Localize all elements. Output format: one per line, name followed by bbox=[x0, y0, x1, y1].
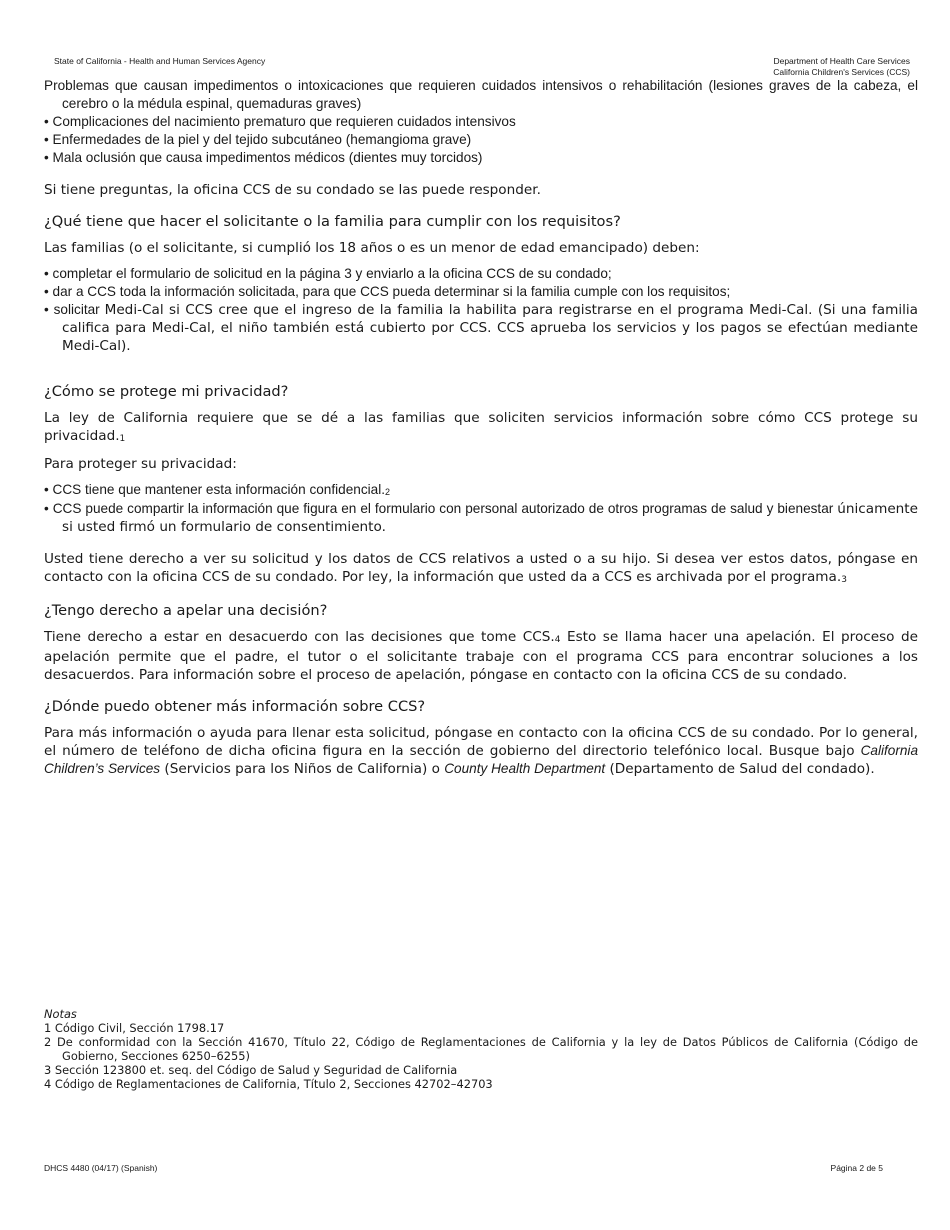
list-item: • Mala oclusión que causa impedimentos médicos (dientes muy torcidos) bbox=[44, 150, 483, 165]
bullet-text: Medi-Cal si CCS cree que el ingreso de la familia la habilita para registrarse en el programa Medi-Cal. (Si una familia califica para Medi-Cal, el niño también está cubierto por CCS. CCS aprueba los servicios y los pagos se efectúan mediante Medi-Cal). bbox=[62, 302, 918, 354]
footnote-ref: 3 bbox=[841, 575, 847, 585]
department-header bbox=[773, 56, 910, 78]
more-info-heading: ¿Dónde puedo obtener más información sobre CCS? bbox=[44, 698, 426, 715]
appeal-text-b: Esto se llama hacer una apelación. El proceso de apelación permite que el padre, el tutor o el solicitante trabaje con el programa CCS para encontrar soluciones a los desacuerdos. Para información sobre el proceso de apelación, póngase en contacto con la oficina CCS de su condado. bbox=[44, 629, 918, 683]
privacy-bullet bbox=[44, 481, 918, 500]
form-id: DHCS 4480 (04/17) (Spanish) bbox=[44, 1163, 158, 1173]
department-name: Department of Health Care Services bbox=[773, 56, 910, 66]
more-info-text-b: (Servicios para los Niños de California) o bbox=[160, 761, 445, 777]
footnote-ref: 4 bbox=[554, 635, 561, 645]
requirements-bullet: • dar a CCS toda la información solicitada, para que CCS pueda determinar si la familia cumple con los requisitos; bbox=[44, 284, 731, 299]
appeal-text-a: Tiene derecho a estar en desacuerdo con las decisiones que tome CCS. bbox=[44, 629, 555, 645]
privacy-bullet-text-end: únicamente si usted firmó un formulario de consentimiento. bbox=[62, 501, 918, 535]
main-content bbox=[44, 77, 918, 778]
privacy-heading: ¿Cómo se protege mi privacidad? bbox=[44, 383, 289, 400]
privacy-bullet bbox=[44, 500, 918, 536]
privacy-rights-text: Usted tiene derecho a ver su solicitud y los datos de CCS relativos a usted o a su hijo. Si desea ver estos datos, póngase en contacto con la oficina CCS de su condado. Por ley, la información que usted da a CCS es archivada por el programa. bbox=[44, 551, 918, 585]
page-number: Página 2 de 5 bbox=[830, 1163, 883, 1173]
notes-title: Notas bbox=[44, 1007, 77, 1021]
footnote-ref: 1 bbox=[119, 434, 126, 444]
requirements-bullet: • completar el formulario de solicitud en la página 3 y enviarlo a la oficina CCS de su condado; bbox=[44, 266, 612, 281]
requirements-bullet bbox=[44, 301, 918, 355]
questions-text: Si tiene preguntas, la oficina CCS de su condado se las puede responder. bbox=[44, 182, 541, 198]
more-info-text-a: Para más información o ayuda para llenar esta solicitud, póngase en contacto con la oficina CCS de su condado. Por lo general, el número de teléfono de dicha oficina figura en la sección de gobierno del directorio telefónico local. Busque bajo bbox=[44, 725, 918, 759]
agency-header: State of California - Health and Human Services Agency bbox=[54, 56, 266, 66]
footnote-item: 4 Código de Reglamentaciones de California, Título 2, Secciones 42702–42703 bbox=[44, 1077, 493, 1091]
privacy-law bbox=[44, 409, 918, 447]
privacy-bullet-text: • CCS puede compartir la información que figura en el formulario con personal autorizado de otros programas de salud y bienestar bbox=[44, 501, 838, 516]
requirements-lead: Las familias (o el solicitante, si cumplió los 18 años o es un menor de edad emancipado) deben: bbox=[44, 240, 700, 256]
privacy-lead: Para proteger su privacidad: bbox=[44, 456, 237, 472]
footnote-item: 1 Código Civil, Sección 1798.17 bbox=[44, 1021, 225, 1035]
appeal-text bbox=[44, 628, 918, 684]
footnote-item: 3 Sección 123800 et. seq. del Código de Salud y Seguridad de California bbox=[44, 1063, 458, 1077]
more-info-text-c: (Departamento de Salud del condado). bbox=[605, 761, 875, 777]
privacy-rights bbox=[44, 550, 918, 588]
bullet-prefix: • solicitar bbox=[44, 302, 105, 317]
footnote-item: 2 De conformidad con la Sección 41670, Título 22, Código de Reglamentaciones de California y la ley de Datos Públicos de California (Código de Gobierno, Secciones 6250–6255) bbox=[44, 1035, 918, 1063]
more-info-text bbox=[44, 724, 918, 778]
privacy-law-text: La ley de California requiere que se dé a las familias que soliciten servicios información sobre cómo CCS protege su privacidad. bbox=[44, 410, 918, 444]
list-item: • Complicaciones del nacimiento prematuro que requieren cuidados intensivos bbox=[44, 114, 516, 129]
list-item: • Enfermedades de la piel y del tejido subcutáneo (hemangioma grave) bbox=[44, 132, 472, 147]
privacy-bullet-text: • CCS tiene que mantener esta información confidencial. bbox=[44, 482, 386, 497]
ccs-name: California Children’s Services bbox=[44, 743, 918, 776]
county-health-name: County Health Department bbox=[444, 761, 606, 776]
problems-line: Problemas que causan impedimentos o intoxicaciones que requieren cuidados intensivos o rehabilitación (lesiones graves de la cabeza, el cerebro o la médula espinal, quemaduras graves) bbox=[44, 78, 918, 111]
footnote-ref: 2 bbox=[385, 487, 391, 497]
footnotes bbox=[44, 1007, 918, 1091]
requirements-heading: ¿Qué tiene que hacer el solicitante o la familia para cumplir con los requisitos? bbox=[44, 213, 621, 230]
program-name: California Children's Services (CCS) bbox=[773, 67, 910, 77]
appeal-heading: ¿Tengo derecho a apelar una decisión? bbox=[44, 602, 328, 619]
